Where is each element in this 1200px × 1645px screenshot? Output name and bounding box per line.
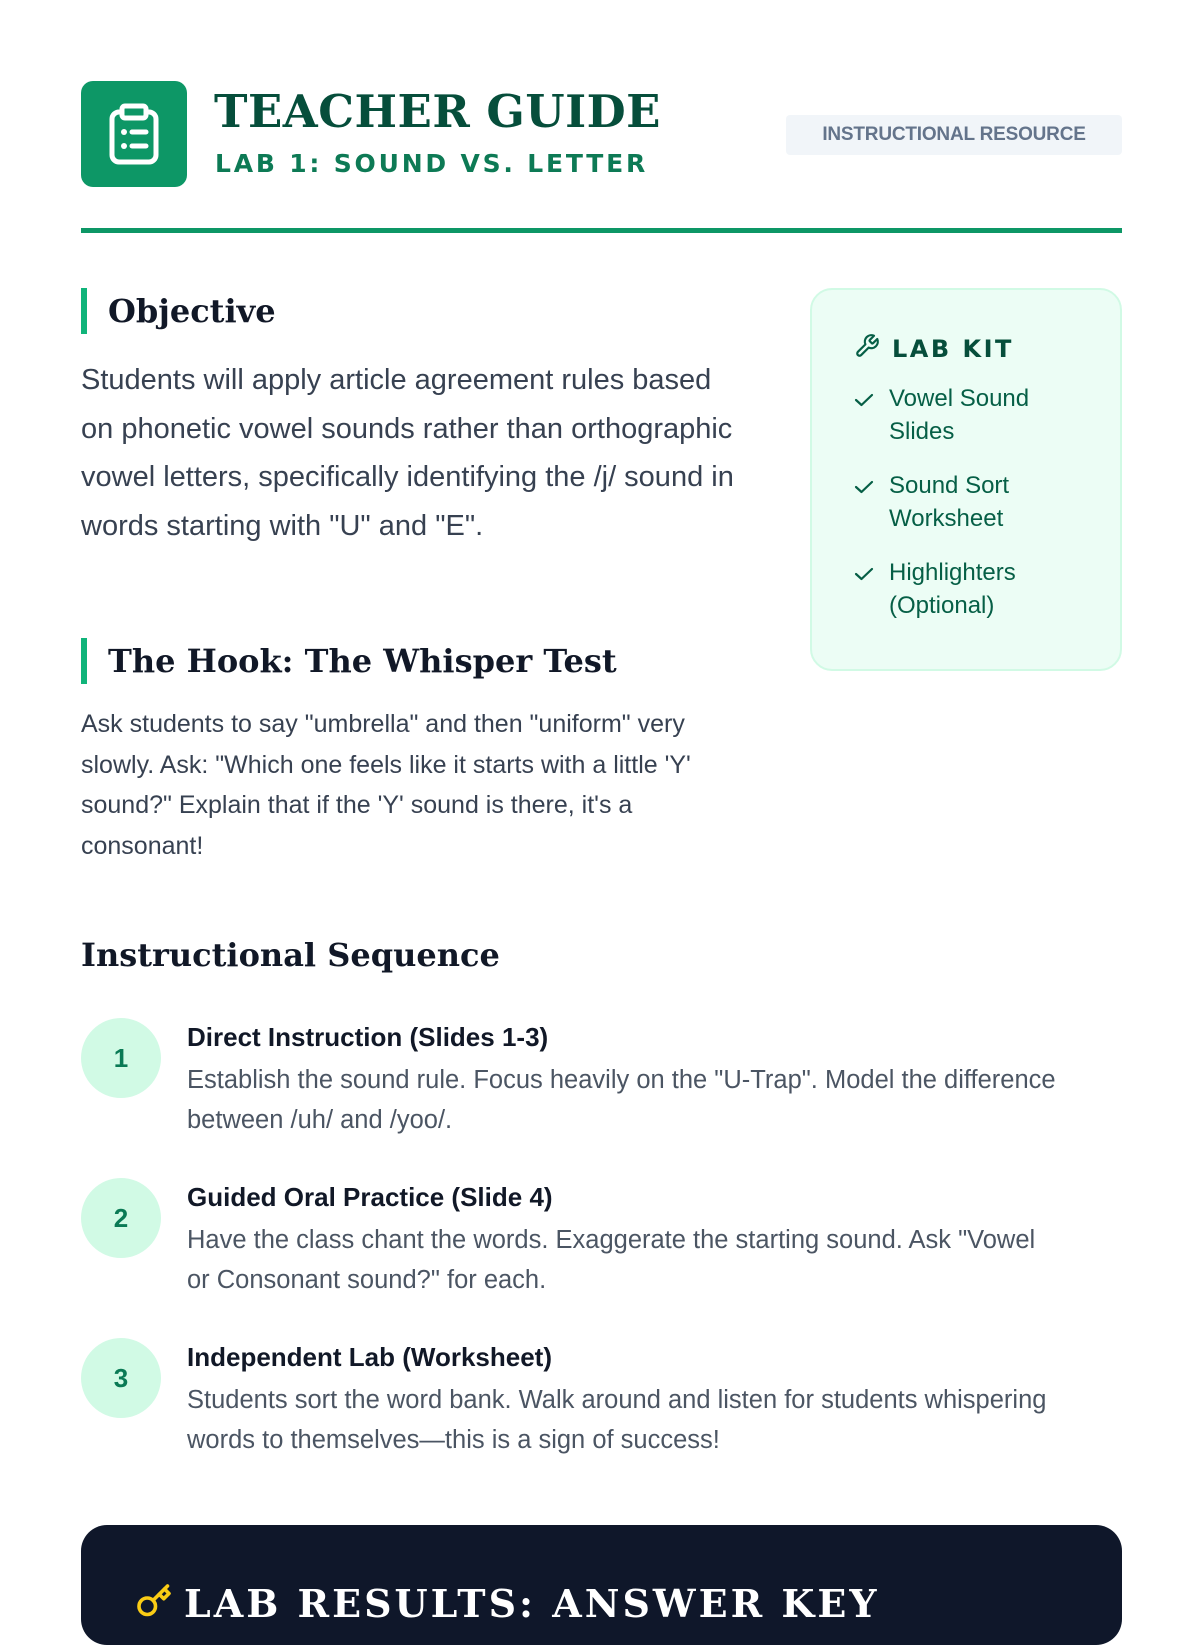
clipboard-icon — [81, 81, 187, 187]
lab-kit-item — [854, 556, 1079, 622]
lab-kit-card — [810, 288, 1122, 671]
guide-header — [81, 81, 1122, 187]
answer-key-title: LAB RESULTS: ANSWER KEY — [184, 1581, 880, 1626]
objective-heading — [81, 288, 276, 334]
check-icon — [854, 566, 876, 587]
check-icon — [854, 392, 876, 413]
wrench-icon — [854, 333, 880, 364]
page-title: TEACHER GUIDE — [214, 85, 661, 138]
hook-text: Ask students to say "umbrella" and then "uniform" very slowly. Ask: "Which one feels like it starts with a little 'Y' sound?" Explain that if the 'Y' sound is there, it's a consonant! — [81, 710, 691, 860]
lab-kit-item-label: Highlighters (Optional) — [889, 559, 1016, 619]
objective-text: Students will apply article agreement rules based on phonetic vowel sounds rather than orthographic vowel letters, specifically identifying the /j/ sound in words starting with "U" and "E". — [81, 364, 734, 542]
step-title: Direct Instruction (Slides 1-3) — [187, 1022, 549, 1052]
answer-key-header — [136, 1581, 880, 1626]
lab-kit-item — [854, 469, 1079, 535]
step-number-badge: 2 — [81, 1178, 161, 1258]
step-number-badge: 1 — [81, 1018, 161, 1098]
step-description: Students sort the word bank. Walk around and listen for students whispering words to themselves—this is a sign of success! — [187, 1386, 1047, 1454]
step-description: Establish the sound rule. Focus heavily on the "U-Trap". Model the difference between /uh/ and /yoo/. — [187, 1066, 1056, 1134]
step-description: Have the class chant the words. Exaggerate the starting sound. Ask "Vowel or Consonant sound?" for each. — [187, 1226, 1036, 1294]
check-icon — [854, 479, 876, 500]
section-accent-bar — [81, 638, 87, 684]
answer-key-panel — [81, 1525, 1122, 1645]
lab-kit-header — [854, 333, 1014, 364]
hook-title: The Hook: The Whisper Test — [108, 642, 617, 680]
lab-kit-item-label: Sound Sort Worksheet — [889, 472, 1010, 532]
lab-kit-title: LAB KIT — [892, 334, 1014, 363]
lab-kit-item-label: Vowel Sound Slides — [889, 385, 1030, 445]
lab-kit-item — [854, 382, 1079, 448]
key-icon — [136, 1583, 172, 1624]
page-subtitle: LAB 1: SOUND VS. LETTER — [215, 149, 649, 178]
resource-badge: INSTRUCTIONAL RESOURCE — [786, 115, 1122, 155]
section-accent-bar — [81, 288, 87, 334]
sequence-title: Instructional Sequence — [81, 936, 500, 974]
step-title: Independent Lab (Worksheet) — [187, 1342, 552, 1372]
step-number-badge: 3 — [81, 1338, 161, 1418]
step-title: Guided Oral Practice (Slide 4) — [187, 1182, 553, 1212]
objective-title: Objective — [108, 292, 276, 330]
header-divider — [81, 228, 1122, 233]
hook-heading — [81, 638, 617, 684]
